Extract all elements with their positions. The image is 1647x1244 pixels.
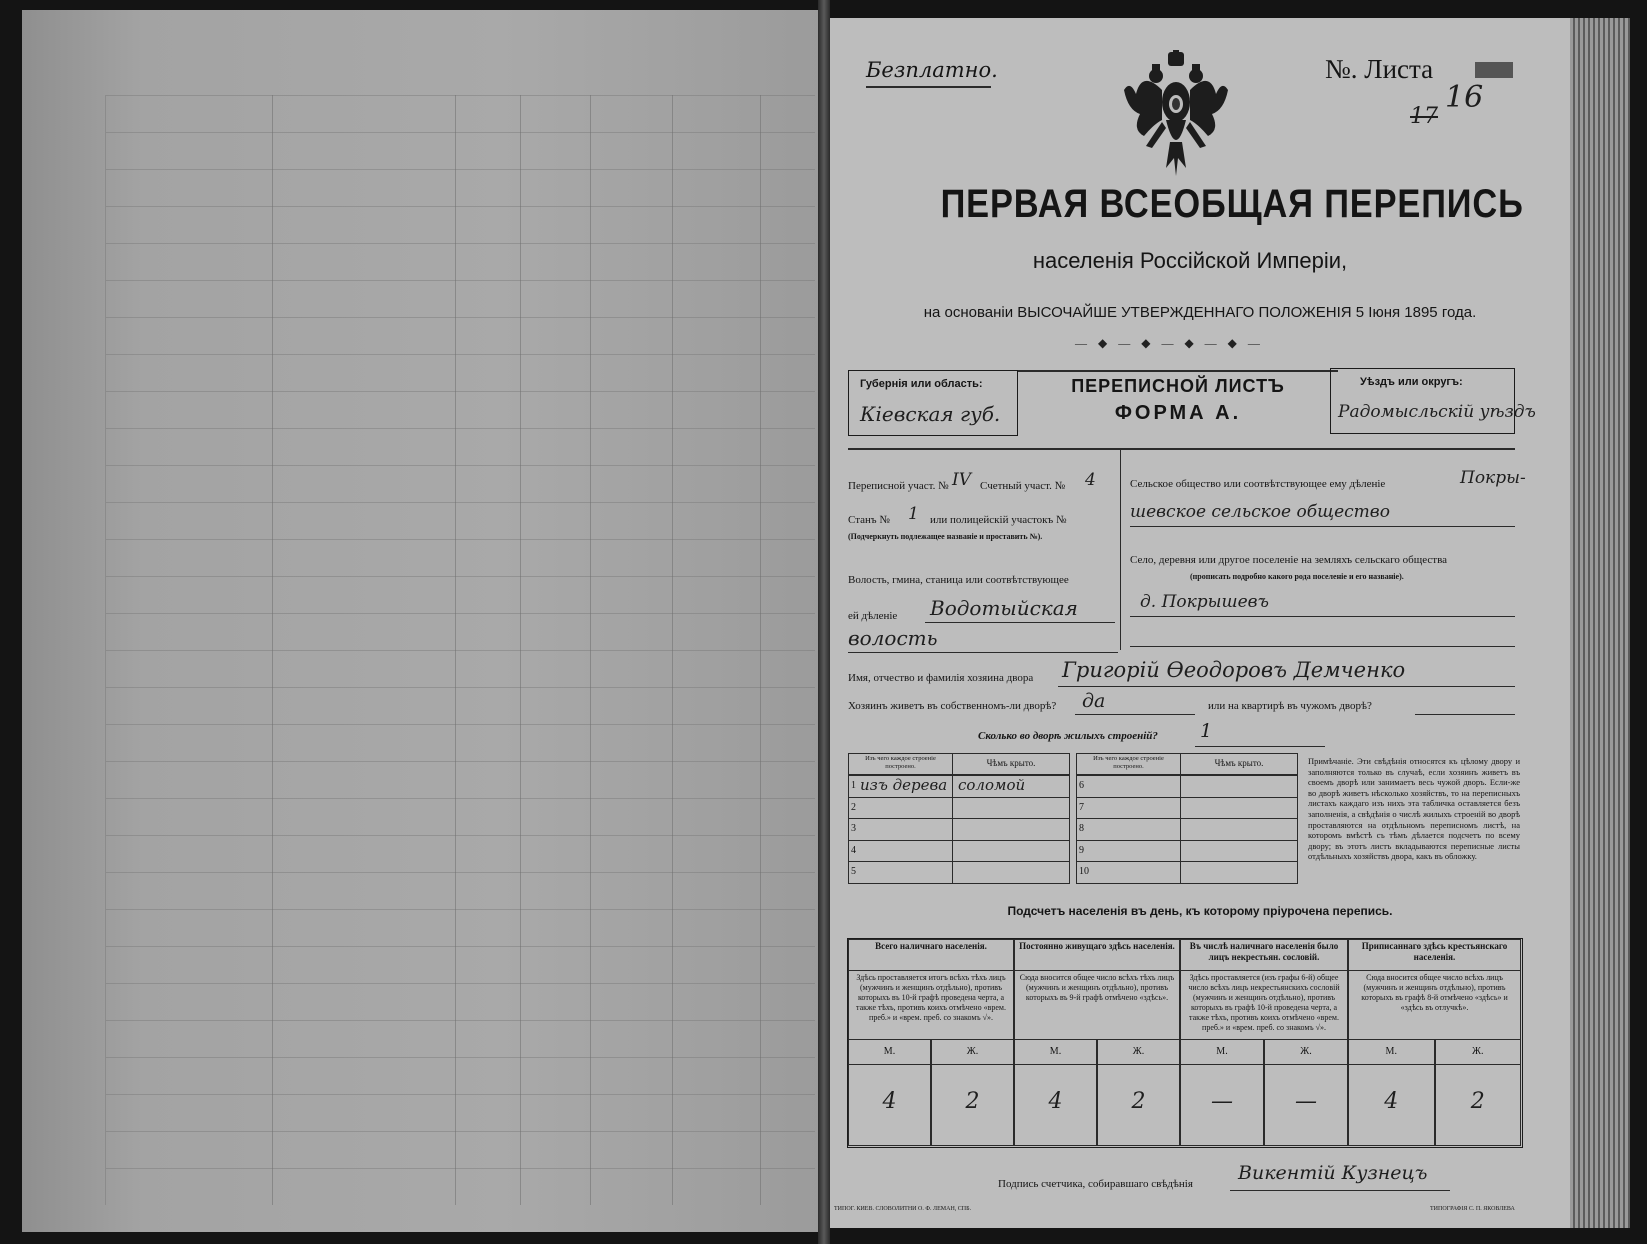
stan-value: 1 — [908, 504, 919, 524]
left-page-ghost-column — [760, 95, 761, 1205]
buildings-table — [848, 753, 1298, 883]
buildings-row-number: 5 — [851, 866, 856, 877]
buildings-row-number: 3 — [851, 823, 856, 834]
buildings-row-material: изъ дерева — [860, 776, 948, 794]
buildings-row-material-cell — [848, 840, 953, 863]
population-f-value: 2 — [1131, 1089, 1146, 1114]
buildings-row-roof-cell — [952, 818, 1070, 841]
population-col-header-text: Приписаннаго здѣсь крестьянскаго населенія. — [1361, 941, 1508, 962]
population-f-label: Ж. — [1472, 1046, 1484, 1057]
rent-label: или на квартирѣ въ чужомъ дворѣ? — [1208, 700, 1372, 712]
form-title-sub: населенія Россійской Имперіи, — [1032, 248, 1348, 273]
book-spine — [818, 0, 830, 1244]
buildings-row-number: 9 — [1079, 844, 1084, 856]
buildings-row-roof-cell — [952, 861, 1070, 884]
population-f-value: — — [1295, 1089, 1317, 1114]
ornament-divider: — ◆ — ◆ — ◆ — ◆ — — [1075, 336, 1264, 350]
buildings-row-number: 10 — [1079, 866, 1089, 877]
population-f-value: 2 — [1470, 1089, 1485, 1114]
underline-note: (Подчеркнуть подлежащее названіе и проставить №). — [848, 532, 1043, 541]
printer-right: ТИПОГРАФІЯ С. П. ЯКОВЛЕВА — [1430, 1206, 1515, 1212]
population-m-label: М. — [1049, 1046, 1062, 1057]
owns-line — [1075, 714, 1195, 715]
left-page-ghost-column — [272, 95, 273, 1205]
population-col-header-text: Постоянно живущаго здѣсь населенія. — [1019, 941, 1175, 951]
district-label: Уѣздъ или округъ: — [1360, 376, 1463, 388]
stan-label: Станъ № — [848, 514, 890, 526]
buildings-row-roof-cell — [1180, 840, 1298, 863]
left-page-ghost-column — [672, 95, 673, 1205]
society-value-1: Покры- — [1460, 468, 1526, 488]
sheet-number-struck: 17 — [1410, 104, 1438, 129]
page-edges — [1570, 18, 1630, 1228]
population-col-desc-text: Здѣсь проставляется итогъ всѣхъ тѣхъ лицъ (мужчинъ и женщинъ отдѣльно), противъ которыхъ въ 10-й графѣ проведена черта, а также тѣхъ, противъ коихъ отмѣчено «врем. преб.» и «врем. преб. со знакомъ √». — [856, 973, 1006, 1022]
buildings-row-roof-cell — [1180, 861, 1298, 884]
population-title: Подсчетъ населенія въ день, къ которому пріурочена перепись. — [1007, 904, 1393, 918]
buildings-row-roof: соломой — [958, 776, 1026, 794]
village-note: (прописать подробно какого рода поселеніе и его названіе). — [1190, 572, 1404, 581]
buildings-row-number: 1 — [851, 780, 856, 791]
form-box-top-rule — [1018, 370, 1338, 372]
buildings-row-roof-cell — [952, 840, 1070, 863]
society-label: Сельское общество или соотвѣтствующее ему дѣленіе — [1130, 478, 1386, 490]
count-section-value: 4 — [1085, 470, 1096, 490]
buildings-row-material-cell — [848, 797, 953, 820]
form-divider — [848, 448, 1515, 450]
free-label-underline — [866, 86, 991, 88]
population-col-header-text: Въ числѣ наличнаго населенія было лицъ некрестьян. сословій. — [1189, 941, 1339, 962]
owner-label: Имя, отчество и фамилія хозяина двора — [848, 672, 1034, 684]
free-label: Безплатно. — [866, 58, 998, 82]
sheet-number-handwritten: 16 — [1445, 80, 1484, 115]
owns-label: Хозяинъ живетъ въ собственномъ-ли дворѣ? — [848, 700, 1057, 712]
left-page-ghost-column — [455, 95, 456, 1205]
fields-column-divider — [1120, 450, 1121, 650]
buildings-row-number: 7 — [1079, 801, 1084, 813]
population-col-desc-text: Сюда вносится общее число всѣхъ лицъ (мужчинъ и женщинъ отдѣльно), противъ которыхъ въ графѣ 8-й отмѣчено «здѣсь» и «здѣсь въ отлучкѣ». — [1361, 973, 1508, 1012]
population-m-label: М. — [1216, 1046, 1228, 1057]
village-line-2 — [1130, 646, 1515, 647]
signature-value: Викентій Кузнецъ — [1238, 1162, 1428, 1184]
population-f-label: Ж. — [966, 1046, 979, 1057]
police-section-label: или полицейскій участокъ № — [930, 514, 1067, 526]
form-title-2: ФОРМА А. — [1114, 402, 1242, 424]
population-m-value: 4 — [1384, 1089, 1399, 1114]
village-label: Село, деревня или другое поселеніе на земляхъ сельскаго общества — [1130, 554, 1448, 566]
left-page-ghost-column — [520, 95, 521, 1205]
volost-value-2: волость — [848, 626, 938, 650]
buildings-row-number: 8 — [1079, 823, 1084, 834]
printer-left: ТИПОГ. КИЕВ. СЛОВОЛИТНИ О. Ф. ЛЕМАН, СПБ. — [834, 1206, 972, 1212]
buildings-row-roof-cell — [1180, 797, 1298, 820]
buildings-row-material-cell — [848, 818, 953, 841]
sheet-number-label: №. Листа — [1325, 54, 1434, 84]
buildings-row-roof-cell — [1180, 818, 1298, 841]
rent-line — [1415, 714, 1515, 715]
population-f-label: Ж. — [1132, 1046, 1145, 1057]
owner-value: Григорій Өеодоровъ Демченко — [1062, 658, 1406, 682]
buildings-row-material-cell — [1076, 797, 1181, 820]
census-section-value: IV — [952, 470, 971, 490]
buildings-row-material-cell — [1076, 818, 1181, 841]
buildings-row-number: 2 — [851, 801, 856, 813]
buildings-row-material-cell — [1076, 840, 1181, 863]
buildings-row-material-cell — [1076, 775, 1181, 798]
buildings-header-roof-text: Чѣмъ крыто. — [1214, 758, 1264, 768]
population-col-desc-text: Сюда вносится общее число всѣхъ тѣхъ лицъ (мужчинъ и женщинъ отдѣльно), противъ которыхъ въ 9-й графѣ отмѣчено «здѣсь». — [1019, 973, 1175, 1002]
population-m-value: — — [1211, 1089, 1233, 1114]
society-value-2: шевское сельское общество — [1130, 502, 1390, 522]
society-line — [1130, 526, 1515, 527]
population-col-header-text: Всего наличнаго населенія. — [875, 941, 987, 951]
form-title-basis: на основаніи ВЫСОЧАЙШЕ УТВЕРЖДЕННАГО ПОЛОЖЕНІЯ 5 Іюня 1895 года. — [923, 304, 1477, 321]
buildings-row-number: 4 — [851, 844, 856, 856]
district-value: Радомысльскій уѣздъ — [1338, 402, 1536, 422]
population-f-label: Ж. — [1300, 1046, 1312, 1057]
owner-line — [1058, 686, 1515, 687]
form-title-1: ПЕРЕПИСНОЙ ЛИСТЪ — [1071, 376, 1285, 396]
form-title-main: ПЕРВАЯ ВСЕОБЩАЯ ПЕРЕПИСЬ — [940, 182, 1524, 226]
volost-label-1: Волость, гмина, станица или соотвѣтствующее — [848, 574, 1069, 586]
buildings-value: 1 — [1200, 720, 1213, 742]
province-value: Кіевская губ. — [860, 402, 1001, 426]
population-table — [847, 938, 1523, 1148]
count-section-label: Счетный участ. № — [980, 480, 1066, 492]
volost-line-2 — [848, 652, 1118, 653]
buildings-header-material-text: Изъ чего каждое строеніе построено. — [865, 755, 936, 770]
buildings-header-material-text: Изъ чего каждое строеніе построено. — [1093, 755, 1164, 770]
village-line-1 — [1130, 616, 1515, 617]
buildings-note: Примѣчаніе. Эти свѣдѣнія относятся къ цѣлому двору и заполняются только въ случаѣ, если хозяинъ живетъ въ своемъ дворѣ или занимаетъ весь чужой дворъ. Если-же во дворѣ живетъ нѣсколько хозяйствъ, то на переписныхъ листахъ каждаго изъ нихъ эта табличка оставляется безъ заполненія, а свѣдѣнія о числѣ жилыхъ строеній во дворѣ проставляются на отдѣльномъ переписномъ листѣ, на которомъ вмѣстѣ съ тѣмъ дѣлается подсчетъ по всему двору; въ этотъ листъ вкладываются переписные листы отдѣльныхъ хозяйствъ двора, какъ въ обложку. — [1308, 756, 1520, 862]
sheet-number-redaction — [1475, 62, 1513, 78]
buildings-row-number: 6 — [1079, 780, 1084, 791]
buildings-row-material-cell — [848, 861, 953, 884]
population-m-value: 4 — [882, 1089, 897, 1114]
census-section-label: Переписной участ. № — [848, 480, 949, 492]
buildings-line — [1195, 746, 1325, 747]
population-f-value: 2 — [965, 1089, 980, 1114]
population-m-value: 4 — [1048, 1089, 1063, 1114]
signature-line — [1230, 1190, 1450, 1191]
buildings-row-roof-cell — [952, 797, 1070, 820]
buildings-row-roof-cell — [1180, 775, 1298, 798]
village-value: д. Покрышевъ — [1140, 592, 1269, 612]
census-form-page — [830, 18, 1570, 1228]
imperial-eagle-emblem — [1122, 50, 1230, 180]
population-col-desc-text: Здѣсь проставляется (изъ графы 6-й) общее число всѣхъ лицъ некрестьянскихъ сословій (мужчинъ и женщинъ отдѣльно), противъ которыхъ въ графѣ 10-й проведена черта, а также тѣхъ, противъ коихъ отмѣчено «врем. преб.» и «врем. преб. со знакомъ √». — [1188, 973, 1340, 1032]
buildings-header-roof-text: Чѣмъ крыто. — [986, 758, 1036, 768]
buildings-label: Сколько во дворѣ жилыхъ строеній? — [978, 730, 1158, 742]
owns-value: да — [1082, 690, 1106, 712]
signature-label: Подпись счетчика, собиравшаго свѣдѣнія — [998, 1178, 1193, 1190]
volost-value-1: Водотыйская — [930, 596, 1078, 620]
left-page-ghost-column — [590, 95, 591, 1205]
volost-line-1 — [925, 622, 1115, 623]
population-m-label: М. — [883, 1046, 896, 1057]
left-page-ghost-grid — [105, 95, 815, 1205]
province-label: Губернія или область: — [860, 378, 983, 390]
buildings-row-material-cell — [1076, 861, 1181, 884]
volost-label-2: ей дѣленіе — [848, 610, 898, 622]
population-m-label: М. — [1385, 1046, 1397, 1057]
